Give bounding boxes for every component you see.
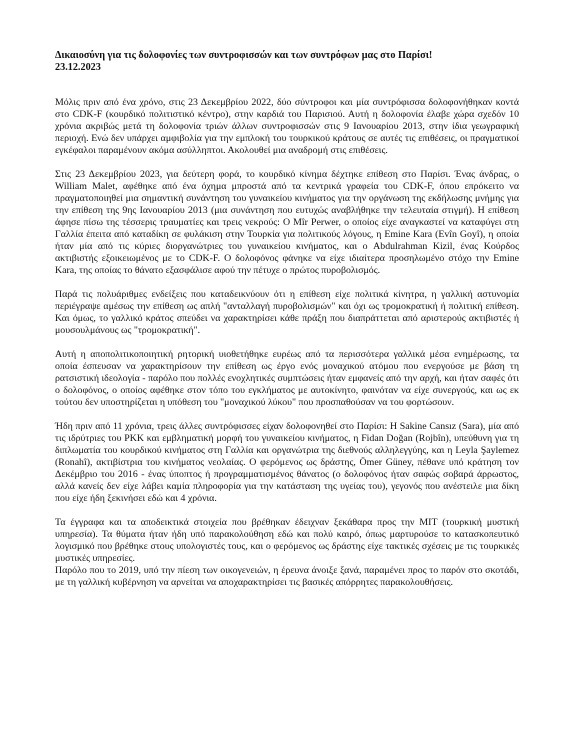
paragraph-media-rhetoric: Αυτή η αποπολιτικοποιητική ρητορική υιοθετήθηκε ευρέως από τα περισσότερα γαλλικά μέσα ενημέρωσης, τα οποία έσπευσαν να χαρακτηρίσουν την επίθεση ως έργο ενός μοναχικού ατόμου που ενεργούσε με βάση τη ρατσιστική ιδεολογία - παρόλο που πολλές ενοχλητικές συμπτώσεις ήταν εμφανείς από την αρχή, και ήταν σαφές ότι ο δολοφόνος, ο οποίος αφέθηκε στον τόπο του εγκλήματος με αυτοκίνητο, φαινόταν να είχε συνεργούς, και ως εκ τούτου δεν υποστηρίζεται η υπόθεση του "μοναχικού λύκου" που προσπαθούσαν να του φορτώσουν. [55, 349, 519, 408]
paragraph-police-response: Παρά τις πολυάριθμες ενδείξεις που καταδεικνύουν ότι η επίθεση είχε πολιτικά κίνητρα, η γαλλική αστυνομία περιέγραψε αμέσως την επίθεση ως απλή "ανταλλαγή πυροβολισμών" και όχι ως τρομοκρατική ή πολιτική επίθεση. Και όμως, το γαλλικό κράτος σπεύδει να χαρακτηρίσει κάθε πράξη που διαπράττεται από αριστερούς ακτιβιστές ή μουσουλμάνους ως "τρομοκρατική". [55, 289, 519, 336]
paragraph-attack-2023: Στις 23 Δεκεμβρίου 2023, για δεύτερη φορά, το κουρδικό κίνημα δέχτηκε επίθεση στο Παρίσι. Ένας άνδρας, ο William Malet, αφέθηκε από ένα όχημα μπροστά από τα κεντρικά γραφεία του CDK-F, όπου επρόκειτο να πραγματοποιηθεί μια σημαντική συνάντηση του γυναικείου κινήματος για την οργάνωση της εκδήλωσης μνήμης για την επίθεση της 9ης Ιανουαρίου 2013 (μια συνάντηση που ευτυχώς αναβλήθηκε την τελευταία στιγμή). Η επίθεση άφησε πίσω της τέσσερις τραυματίες και τρεις νεκρούς: Ο Mîr Perwer, ο οποίος είχε αναγκαστεί να καταφύγει στη Γαλλία έπειτα από καταδίκη σε φυλάκιση στην Τουρκία για πολιτικούς λόγους, η Emine Kara (Evîn Goyî), η οποία ήταν μία από τις κύριες διοργανώτριες του γυναικείου κινήματος, και ο Abdulrahman Kizil, ένας Κούρδος ακτιβιστής εξοικειωμένος με το CDK-F. Ο δολοφόνος φάνηκε να είχε ιδιαίτερα προσηλωμένο στόχο την Emine Kara, της οποίας το θάνατο εξασφάλισε αφού την πέτυχε ο πρώτος πυροβολισμός. [55, 169, 519, 276]
document-page [55, 50, 519, 601]
paragraph-intro: Μόλις πριν από ένα χρόνο, στις 23 Δεκεμβρίου 2022, δύο σύντροφοι και μία συντρόφισσα δολοφονήθηκαν κοντά στο CDK-F (κουρδικό πολιτιστικό κέντρο), στην καρδιά του Παρισιού. Αυτή η δολοφονία έλαβε χώρα σχεδόν 10 χρόνια ακριβώς μετά τη δολοφονία τριών άλλων συντροφισσών στις 9 Ιανουαρίου 2013, στην ίδια γεωγραφική περιοχή. Ενώ δεν υπάρχει αμφιβολία για την εμπλοκή του τουρκικού κράτους σε αυτές τις επιθέσεις, οι πραγματικοί εγκέφαλοι παραμένουν ακόμα ασύλληπτοι. Ακολουθεί μια αναδρομή στις επιθέσεις. [55, 97, 519, 156]
document-title-text: Δικαιοσύνη για τις δολοφονίες των συντροφισσών και των συντρόφων μας στο Παρίσι! [55, 50, 433, 61]
paragraph-attack-2013: Ήδη πριν από 11 χρόνια, τρεις άλλες συντρόφισσες είχαν δολοφονηθεί στο Παρίσι: Η Sakine Cansız (Sara), μία από τις ιδρύτριες του PKK και εμβληματική μορφή του γυναικείου κινήματος, η Fidan Doğan (Rojbîn), υπεύθυνη για τη διπλωματία του κουρδικού κινήματος στη Γαλλία και οργανώτρια της διεθνούς αλληλεγγύης, και η Leyla Şaylemez (Ronahî), ακτιβίστρια του κινήματος νεολαίας. Ο φερόμενος ως δράστης, Ömer Güney, πέθανε υπό κράτηση τον Δεκέμβριο του 2016 - ένας ύποπτος ή προγραμματισμένος θάνατος (ο δολοφόνος ήταν σαφώς σοβαρά άρρωστος, αλλά κανείς δεν είχε λάβει καμία πληροφορία για την κατάσταση της υγείας του), γεγονός που ανέστειλε μια δίκη που είχε ήδη ξεκινήσει εδώ και 4 χρόνια. [55, 421, 519, 504]
document-date: 23.12.2023 [55, 62, 101, 73]
paragraph-investigation: Παρόλο που το 2019, υπό την πίεση των οικογενειών, η έρευνα άνοιξε ξανά, παραμένει προς το παρόν στο σκοτάδι, με τη γαλλική κυβέρνηση να αρνείται να αποχαρακτηρίσει τις βασικές απόρρητες παρακολουθήσεις. [55, 565, 519, 588]
paragraph-evidence-mit: Τα έγγραφα και τα αποδεικτικά στοιχεία που βρέθηκαν έδειχναν ξεκάθαρα προς την MIT (τουρκική μυστική υπηρεσία). Τα θύματα ήταν ήδη υπό παρακολούθηση εδώ και πολύ καιρό, όπως μαρτυρούσε το κατασκοπευτικό λογισμικό που βρέθηκε στους υπολογιστές τους, και ο φερόμενος ως δράστης είχε τακτικές σχέσεις με τις τουρκικές μυστικές υπηρεσίες. [55, 517, 519, 564]
document-title [55, 50, 519, 74]
